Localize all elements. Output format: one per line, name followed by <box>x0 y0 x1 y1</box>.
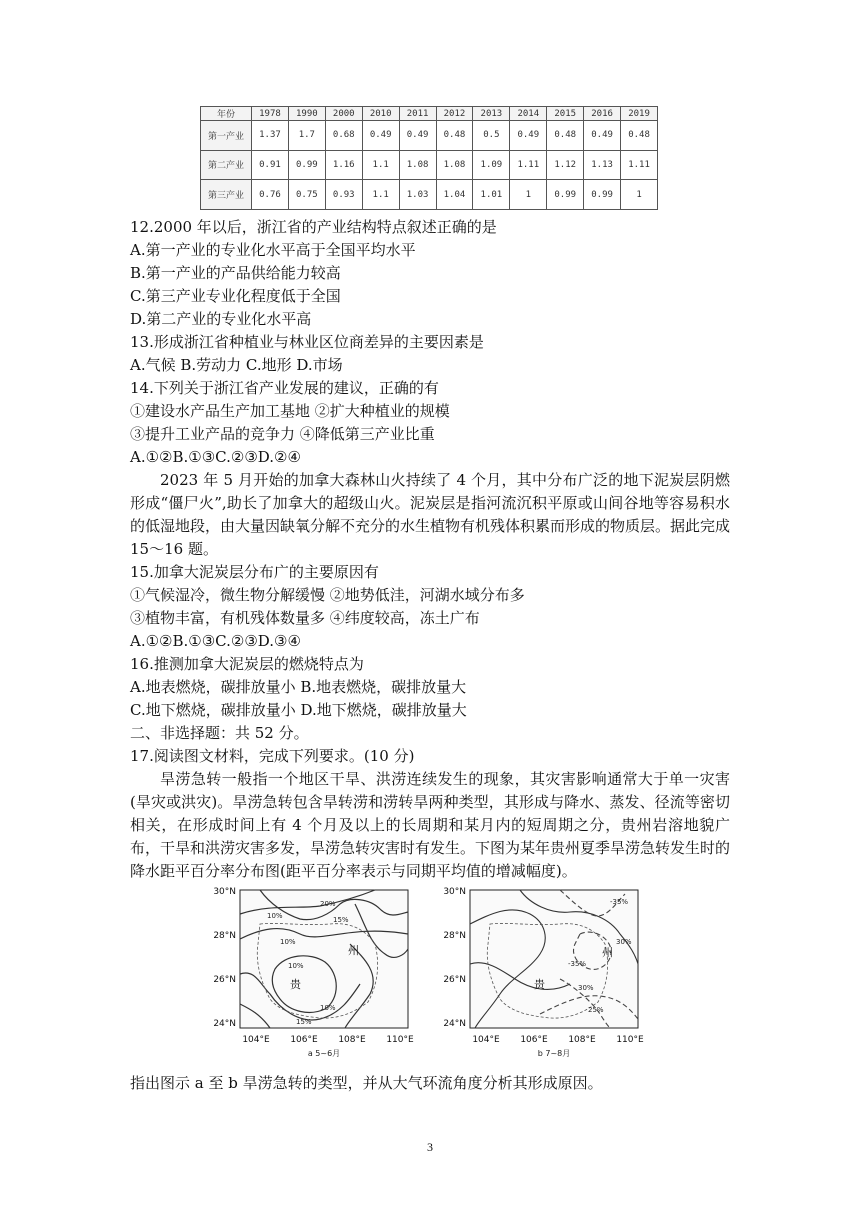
map-b-lon-104: 104°E <box>472 1035 500 1045</box>
table-cell: 1 <box>510 180 547 210</box>
map-a-label-2: 10% <box>267 912 283 920</box>
question-text <box>130 216 730 883</box>
table-cell: 1.1 <box>362 150 399 180</box>
passage-peat-fire: 2023 年 5 月开始的加拿大森林山火持续了 4 个月，其中分布广泛的地下泥炭层阴燃形成“僵尸火”,助长了加拿大的超级山火。泥炭层是指河流沉积平原或山间谷地等容易积水的低湿地段，由大量因缺氧分解不充分的水生植物有机残体积累而形成的物质层。据此完成 15～16 题。 <box>130 471 731 558</box>
q16-line1: A.地表燃烧，碳排放量小 B.地表燃烧，碳排放量大 <box>130 678 467 696</box>
table-row-label: 第二产业 <box>201 150 252 180</box>
map-b-lat-28: 28°N <box>443 931 466 941</box>
table-header-year: 2012 <box>436 107 473 121</box>
map-a-lat-26: 26°N <box>213 975 236 985</box>
map-b <box>430 884 660 1064</box>
map-a-label-6: 10% <box>320 1004 336 1012</box>
table-cell: 1.12 <box>547 150 584 180</box>
map-a-lat-28: 28°N <box>213 931 236 941</box>
map-b-caption: b 7~8月 <box>537 1049 571 1058</box>
table-header-year: 1990 <box>288 107 325 121</box>
map-b-label-4: 25% <box>588 1006 604 1014</box>
q13-options: A.气候 B.劳动力 C.地形 D.市场 <box>130 356 343 374</box>
section-two-heading: 二、非选择题：共 52 分。 <box>130 724 309 742</box>
table-cell: 0.48 <box>621 121 658 151</box>
table-cell: 1 <box>621 180 658 210</box>
data-table <box>200 106 658 210</box>
table-cell: 1.37 <box>252 121 289 151</box>
table-row <box>201 121 658 151</box>
map-a <box>200 884 420 1064</box>
q15-line1: ①气候湿冷，微生物分解缓慢 ②地势低洼，河湖水域分布多 <box>130 586 525 604</box>
map-a-lon-104: 104°E <box>242 1035 270 1045</box>
q15-options: A.①②B.①③C.②③D.③④ <box>130 632 301 650</box>
table-header-year-label: 年份 <box>201 107 252 121</box>
table-cell: 0.75 <box>288 180 325 210</box>
q15-stem: 15.加拿大泥炭层分布广的主要原因有 <box>130 563 379 581</box>
map-a-lat-24: 24°N <box>213 1019 236 1029</box>
q14-options: A.①②B.①③C.②③D.②④ <box>130 448 301 466</box>
table-cell: 1.08 <box>436 150 473 180</box>
table-cell: 0.99 <box>288 150 325 180</box>
table-cell: 1.16 <box>325 150 362 180</box>
table-row-label: 第三产业 <box>201 180 252 210</box>
table-cell: 0.68 <box>325 121 362 151</box>
q15-line2: ③植物丰富，有机残体数量多 ④纬度较高，冻土广布 <box>130 609 480 627</box>
map-b-lon-108: 108°E <box>568 1035 596 1045</box>
table-cell: 1.09 <box>473 150 510 180</box>
map-b-lat-26: 26°N <box>443 975 466 985</box>
map-b-place-zhou: 州 <box>602 946 613 959</box>
table-cell: 1.08 <box>399 150 436 180</box>
table-row <box>201 150 658 180</box>
industry-location-quotient-table <box>200 106 658 210</box>
table-cell: 0.99 <box>584 180 621 210</box>
table-cell: 0.93 <box>325 180 362 210</box>
map-a-label-0: 20% <box>320 900 336 908</box>
table-row-label: 第一产业 <box>201 121 252 151</box>
precipitation-anomaly-maps <box>200 884 660 1064</box>
map-a-label-3: 10% <box>280 938 296 946</box>
q17-question: 指出图示 a 至 b 旱涝急转的类型，并从大气环流角度分析其形成原因。 <box>130 1074 603 1092</box>
table-cell: 0.49 <box>584 121 621 151</box>
map-a-label-5: 15% <box>296 1018 312 1026</box>
map-b-label-1: 30% <box>616 938 632 946</box>
table-header-row <box>201 107 658 121</box>
table-header-year: 2015 <box>547 107 584 121</box>
q16-stem: 16.推测加拿大泥炭层的燃烧特点为 <box>130 655 364 673</box>
map-b-lon-110: 110°E <box>616 1035 644 1045</box>
q12-option-d: D.第二产业的专业化水平高 <box>130 310 312 328</box>
table-cell: 0.49 <box>510 121 547 151</box>
page-number: 3 <box>427 1140 433 1154</box>
map-a-lon-110: 110°E <box>386 1035 414 1045</box>
table-cell: 1.03 <box>399 180 436 210</box>
table-cell: 0.49 <box>362 121 399 151</box>
map-b-label-0: -35% <box>610 898 629 906</box>
q17-stem: 17.阅读图文材料，完成下列要求。(10 分) <box>130 747 415 765</box>
map-a-label-4: 10% <box>288 962 304 970</box>
table-header-year: 2013 <box>473 107 510 121</box>
map-b-lat-24: 24°N <box>443 1019 466 1029</box>
table-cell: 1.11 <box>621 150 658 180</box>
table-header-year: 2014 <box>510 107 547 121</box>
table-row <box>201 180 658 210</box>
map-a-lon-106: 106°E <box>290 1035 318 1045</box>
table-header-year: 1978 <box>252 107 289 121</box>
table-cell: 1.04 <box>436 180 473 210</box>
map-a-label-1: 15% <box>333 916 349 924</box>
table-cell: 1.11 <box>510 150 547 180</box>
map-b-lat-30: 30°N <box>443 887 466 897</box>
table-header-year: 2010 <box>362 107 399 121</box>
table-cell: 0.5 <box>473 121 510 151</box>
table-header-year: 2019 <box>621 107 658 121</box>
q12-option-b: B.第一产业的产品供给能力较高 <box>130 264 341 282</box>
q12-option-c: C.第三产业专业化程度低于全国 <box>130 287 341 305</box>
q14-line1: ①建设水产品生产加工基地 ②扩大种植业的规模 <box>130 402 450 420</box>
map-b-lon-106: 106°E <box>520 1035 548 1045</box>
map-a-place-gui: 贵 <box>290 978 301 991</box>
q12-option-a: A.第一产业的专业化水平高于全国平均水平 <box>130 241 416 259</box>
table-cell: 0.76 <box>252 180 289 210</box>
map-a-caption: a 5~6月 <box>307 1049 341 1058</box>
q14-line2: ③提升工业产品的竞争力 ④降低第三产业比重 <box>130 425 435 443</box>
q14-stem: 14.下列关于浙江省产业发展的建议，正确的有 <box>130 379 439 397</box>
map-b-label-3: 30% <box>578 984 594 992</box>
table-cell: 0.48 <box>436 121 473 151</box>
q17-question-block <box>130 1072 730 1095</box>
table-cell: 1.1 <box>362 180 399 210</box>
map-a-lon-108: 108°E <box>338 1035 366 1045</box>
q17-passage: 旱涝急转一般指一个地区干旱、洪涝连续发生的现象，其灾害影响通常大于单一灾害(旱灾或洪灾)。旱涝急转包含旱转涝和涝转旱两种类型，其形成与降水、蒸发、径流等密切相关，在形成时间上有 4 个月及以上的长周期和某月内的短周期之分，贵州岩溶地貌广布，干旱和洪涝灾害多发，旱涝急转灾害时有发生。下图为某年贵州夏季旱涝急转发生时的降水距平百分率分布图(距平百分率表示与同期平均值的增减幅度)。 <box>130 770 731 880</box>
table-header-year: 2000 <box>325 107 362 121</box>
table-cell: 0.49 <box>399 121 436 151</box>
map-a-place-zhou: 州 <box>348 944 359 957</box>
q16-line2: C.地下燃烧，碳排放量小 D.地下燃烧，碳排放量大 <box>130 701 467 719</box>
table-cell: 1.01 <box>473 180 510 210</box>
table-cell: 0.91 <box>252 150 289 180</box>
table-cell: 0.48 <box>547 121 584 151</box>
table-cell: 1.7 <box>288 121 325 151</box>
q13-stem: 13.形成浙江省种植业与林业区位商差异的主要因素是 <box>130 333 484 351</box>
map-a-lat-30: 30°N <box>213 887 236 897</box>
table-header-year: 2016 <box>584 107 621 121</box>
table-cell: 1.13 <box>584 150 621 180</box>
table-cell: 0.99 <box>547 180 584 210</box>
table-header-year: 2011 <box>399 107 436 121</box>
map-b-place-gui: 贵 <box>534 978 545 991</box>
map-b-label-2: -35% <box>568 960 587 968</box>
q12-stem: 12.2000 年以后，浙江省的产业结构特点叙述正确的是 <box>130 218 497 236</box>
